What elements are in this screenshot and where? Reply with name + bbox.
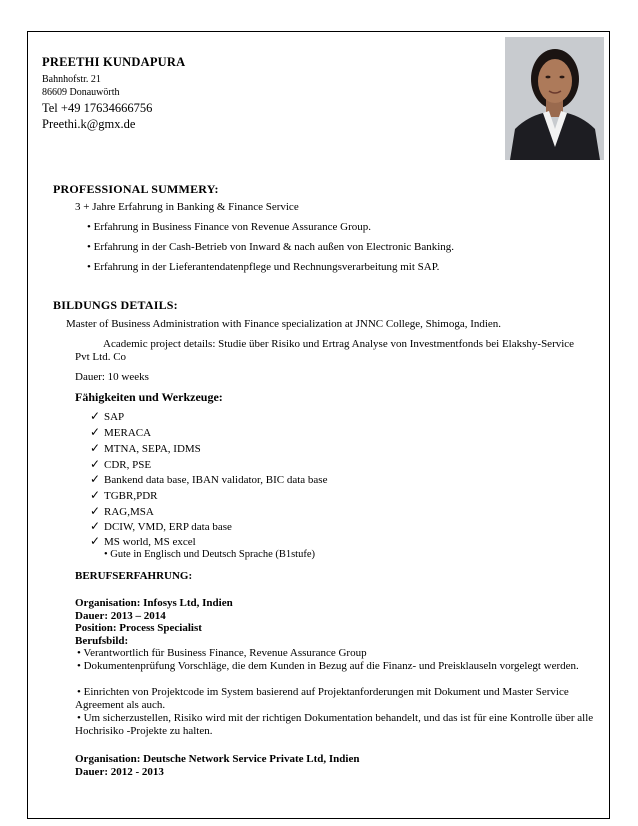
summary-bullet: • Erfahrung in der Lieferantendatenpflege und Rechnungsverarbeitung mit SAP.	[87, 261, 440, 273]
profile-photo	[505, 37, 604, 160]
checkmark-icon: ✓	[90, 425, 101, 439]
checkmark-icon: ✓	[90, 457, 101, 471]
job1-organisation: Organisation: Infosys Ltd, Indien	[75, 597, 233, 609]
project-details-line1: Academic project details: Studie über Risiko und Ertrag Analyse von Investmentfonds bei Elakshy-Service	[103, 338, 575, 350]
job2-organisation: Organisation: Deutsche Network Service Private Ltd, Indien	[75, 753, 360, 765]
job2-duration: Dauer: 2012 - 2013	[75, 766, 164, 778]
checkmark-icon: ✓	[90, 519, 101, 533]
email-address: Preethi.k@gmx.de	[42, 117, 136, 131]
candidate-name: PREETHI KUNDAPURA	[42, 55, 186, 69]
skills-heading: Fähigkeiten und Werkzeuge:	[75, 390, 223, 404]
summary-bullet: • Erfahrung in Business Finance von Revenue Assurance Group.	[87, 221, 371, 233]
skill-item: ✓ RAG,MSA	[90, 504, 154, 518]
checkmark-icon: ✓	[90, 472, 101, 486]
skill-item: ✓ MS world, MS excel	[90, 534, 196, 548]
checkmark-icon: ✓	[90, 534, 101, 548]
summary-heading: PROFESSIONAL SUMMERY:	[53, 182, 219, 196]
checkmark-icon: ✓	[90, 409, 101, 423]
summary-bullet: • Erfahrung in der Cash-Betrieb von Inward & nach außen von Electronic Banking.	[87, 241, 455, 253]
checkmark-icon: ✓	[90, 441, 101, 455]
skill-item: ✓ MERACA	[90, 425, 152, 439]
job1-bullet: • Verantwortlich für Business Finance, Revenue Assurance Group	[77, 647, 367, 659]
job1-role-label: Berufsbild:	[75, 635, 129, 647]
checkmark-icon: ✓	[90, 488, 101, 502]
portrait-image	[505, 37, 604, 160]
address-city: 86609 Donauwörth	[42, 87, 120, 98]
skill-item: ✓ DCIW, VMD, ERP data base	[90, 519, 232, 533]
skill-item: ✓ TGBR,PDR	[90, 488, 158, 502]
job1-bullet: • Dokumentenprüfung Vorschläge, die dem Kunden in Bezug auf die Finanz- und Preisklauseln vorgelegt werden.	[77, 660, 579, 672]
job1-bullet: • Einrichten von Projektcode im System basierend auf Projektanforderungen mit Dokument und Master Service Agreement als auch.	[75, 686, 569, 711]
language-skill: • Gute in Englisch und Deutsch Sprache (B1stufe)	[104, 549, 316, 560]
checkmark-icon: ✓	[90, 504, 101, 518]
project-duration: Dauer: 10 weeks	[75, 371, 149, 383]
summary-intro: 3 + Jahre Erfahrung in Banking & Finance Service	[75, 201, 299, 213]
experience-heading: BERUFSERFAHRUNG:	[75, 570, 193, 582]
skill-item: ✓ MTNA, SEPA, IDMS	[90, 441, 201, 455]
education-heading: BILDUNGS DETAILS:	[53, 298, 178, 312]
address-street: Bahnhofstr. 21	[42, 74, 101, 85]
phone-number: Tel +49 17634666756	[42, 101, 153, 115]
job1-position: Position: Process Specialist	[75, 622, 202, 634]
skill-item: ✓ SAP	[90, 409, 125, 423]
project-details-line2: Pvt Ltd. Co	[75, 351, 127, 363]
education-degree: Master of Business Administration with Finance specialization at JNNC College, Shimoga, Indien.	[66, 318, 502, 330]
skill-item: ✓ CDR, PSE	[90, 457, 152, 471]
job1-duration: Dauer: 2013 – 2014	[75, 610, 166, 622]
job1-bullet: • Um sicherzustellen, Risiko wird mit der richtigen Dokumentation behandelt, und das ist für eine Kontrolle über alle Hochrisiko -Projekte zu halten.	[75, 712, 594, 737]
skill-item: ✓ Bankend data base, IBAN validator, BIC data base	[90, 472, 328, 486]
